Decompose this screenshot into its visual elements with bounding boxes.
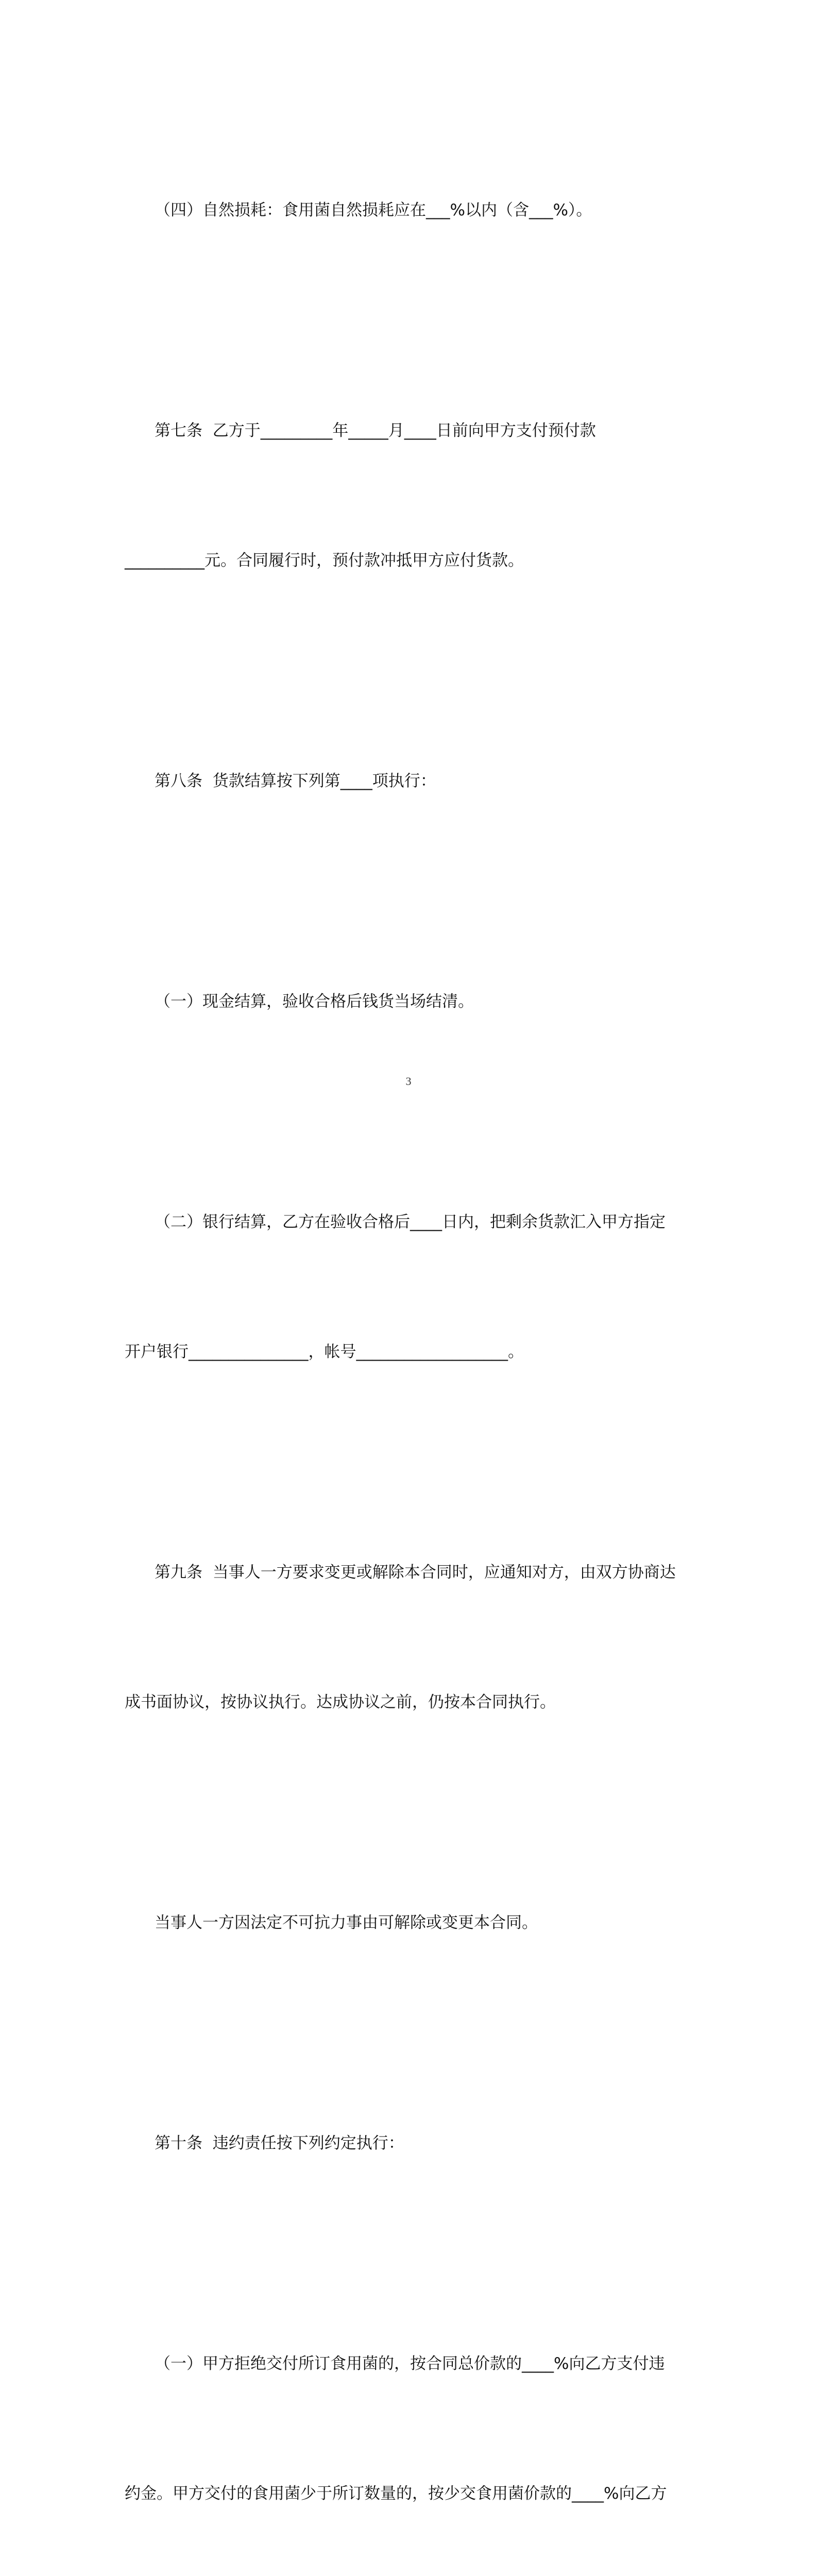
paragraph-line: （四）自然损耗：食用菌自然损耗应在___%以内（含___%）。 [155, 201, 592, 219]
paragraph-line: （一）现金结算，验收合格后钱货当场结清。 [155, 992, 474, 1011]
page-number: 3 [405, 1075, 412, 1088]
paragraph-force-majeure [125, 1815, 692, 2031]
paragraph-line: 成书面协议，按协议执行。达成协议之前，仍按本合同执行。 [125, 1693, 556, 1711]
paragraph-line: 开户银行_______________，帐号___________________。 [125, 1343, 524, 1361]
paragraph-natural-loss [125, 102, 692, 318]
document-body [125, 102, 692, 2576]
paragraph-line: （二）银行结算，乙方在验收合格后____日内，把剩余货款汇入甲方指定 [155, 1213, 666, 1231]
paragraph-line: __________元。合同履行时，预付款冲抵甲方应付货款。 [125, 551, 524, 570]
paragraph-line: 第九条 当事人一方要求变更或解除本合同时，应通知对方，由双方协商达 [155, 1563, 676, 1582]
paragraph-line: 第十条 违约责任按下列约定执行： [155, 2134, 404, 2153]
paragraph-line: 第七条 乙方于_________年_____月____日前向甲方支付预付款 [155, 421, 596, 440]
paragraph-line: 当事人一方因法定不可抗力事由可解除或变更本合同。 [155, 1913, 538, 1932]
paragraph-party-a-refusal [125, 2256, 692, 2576]
paragraph-line: 约金。甲方交付的食用菌少于所订数量的，按少交食用菌价款的____%向乙方 [125, 2484, 667, 2503]
paragraph-article-8 [125, 673, 692, 889]
paragraph-line: （一）甲方拒绝交付所订食用菌的，按合同总价款的____%向乙方支付违 [155, 2354, 665, 2373]
paragraph-line: 第八条 货款结算按下列第____项执行： [155, 772, 436, 790]
paragraph-article-7 [125, 323, 692, 669]
paragraph-article-9 [125, 1464, 692, 1810]
paragraph-bank-settlement [125, 1114, 692, 1460]
paragraph-article-10 [125, 2035, 692, 2251]
